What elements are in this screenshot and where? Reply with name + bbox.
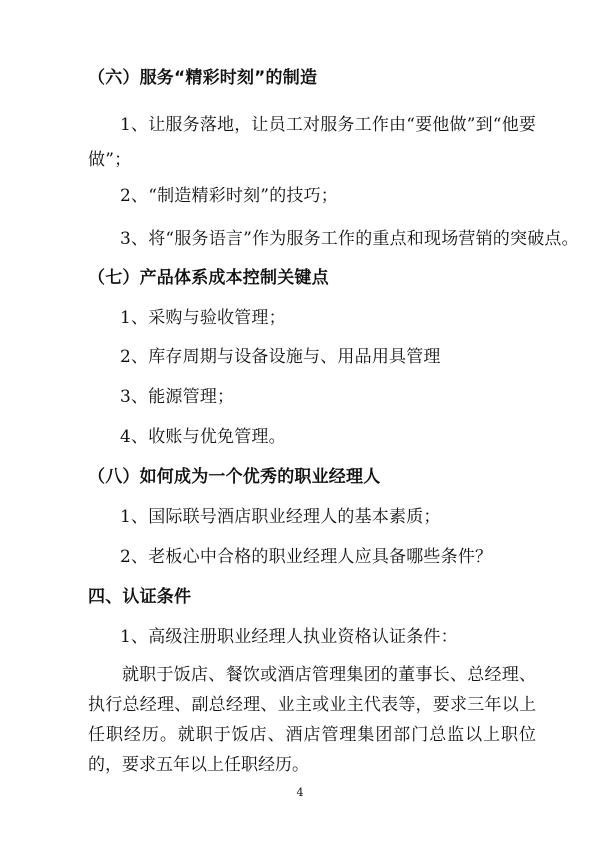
list-item-continuation: 做”； (88, 150, 132, 170)
section-heading-7: （七）产品体系成本控制关键点 (88, 268, 329, 288)
list-item: 4、收账与优免管理。 (120, 427, 286, 447)
list-item: 3、能源管理； (120, 387, 235, 407)
section-heading-8: （八）如何成为一个优秀的职业经理人 (88, 467, 381, 487)
list-item: 1、国际联号酒店职业经理人的基本素质； (120, 507, 441, 527)
list-item: 1、高级注册职业经理人执业资格认证条件： (120, 627, 458, 647)
section-heading-6: （六）服务“精彩时刻”的制造 (88, 68, 318, 88)
list-item: 1、采购与验收管理； (120, 308, 286, 328)
list-item: 1、让服务落地，让员工对服务工作由“要他做”到“他要 (120, 115, 537, 135)
section-heading-4: 四、认证条件 (88, 587, 192, 607)
list-item: 2、老板心中合格的职业经理人应具备哪些条件？ (120, 547, 493, 567)
page-number: 4 (296, 786, 304, 799)
list-item: 2、“制造精彩时刻”的技巧； (120, 186, 338, 206)
list-item: 3、将“服务语言”作为服务工作的重点和现场营销的突破点。 (120, 229, 579, 249)
list-item: 2、库存周期与设备设施与、用品用具管理 (120, 347, 441, 367)
certification-paragraph: 就职于饭店、餐饮或酒店管理集团的董事长、总经理、执行总经理、副总经理、业主或业主代表等，要求三年以上任职经历。就职于饭店、酒店管理集团部门总监以上职位的，要求五年以上任职经历。 (88, 665, 536, 775)
